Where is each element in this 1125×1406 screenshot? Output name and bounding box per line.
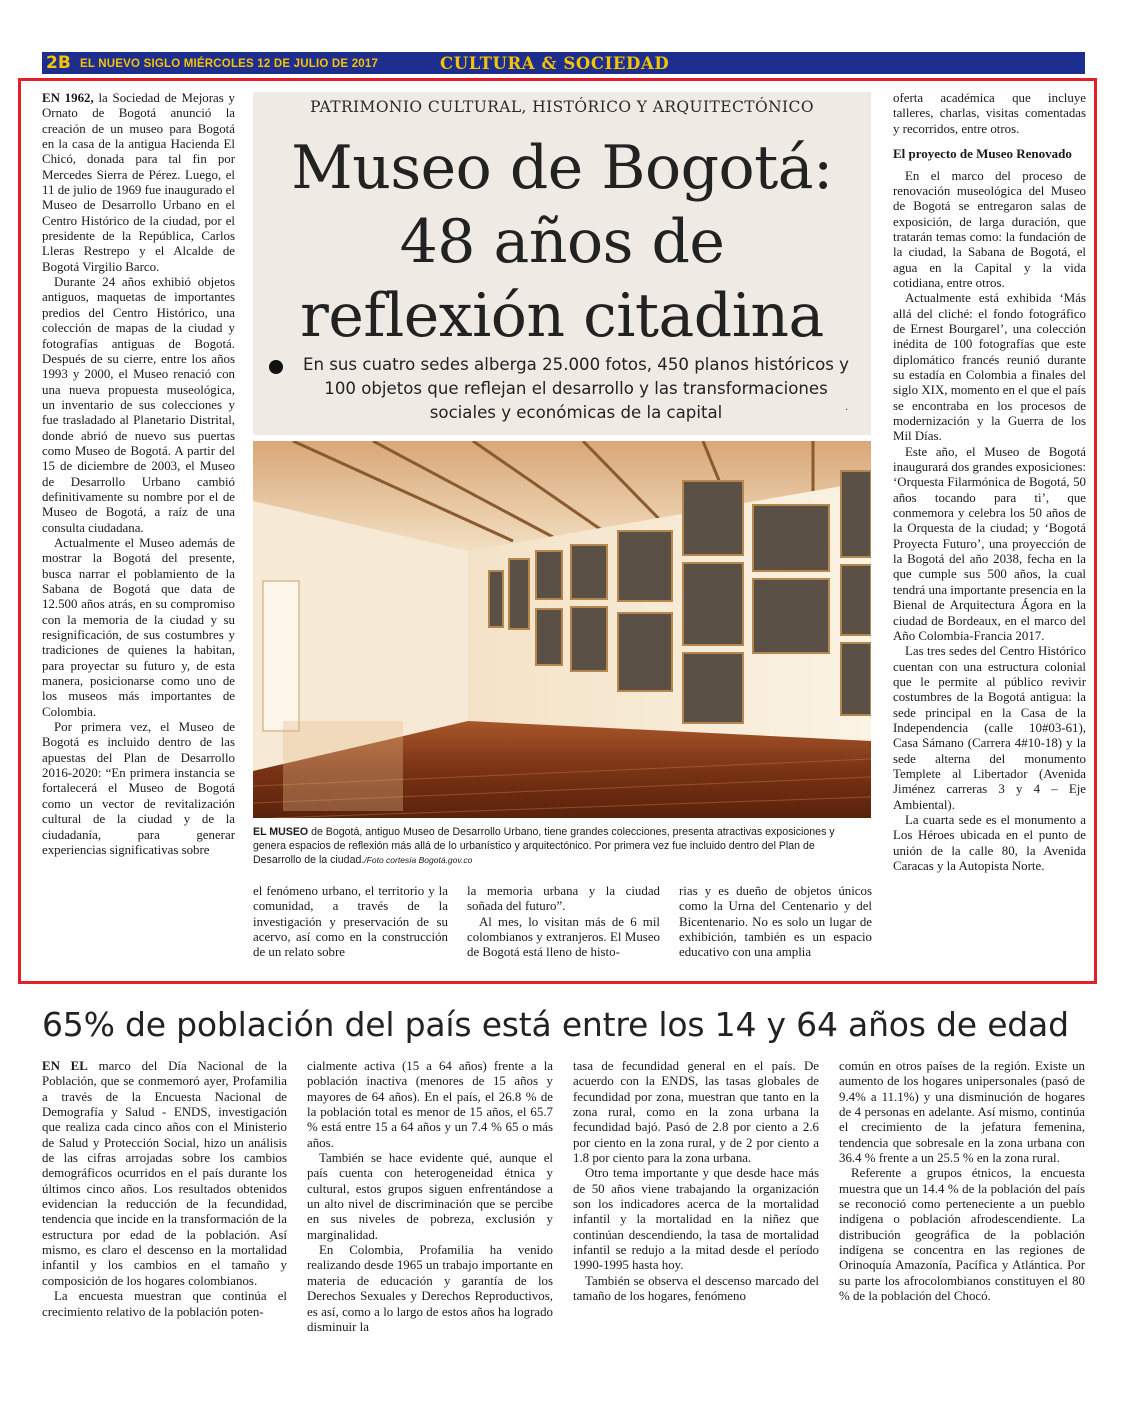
section-title: CULTURA & SOCIEDAD [440, 54, 670, 73]
story1-paragraph: el fenómeno urbano, el territorio y la comunidad, a través de la investigación y preservación de su acervo, así como en la construcción de un relato sobre [253, 884, 448, 960]
story2-column-3 [573, 1059, 819, 1305]
story1-column-1 [42, 91, 235, 858]
subheading: El proyecto de Museo Renovado [893, 146, 1072, 162]
photo-credit: /Foto cortesía Bogotá.gov.co [364, 854, 473, 865]
story2-paragraph: En Colombia, Profamilia ha venido realizando desde 1965 un trabajo importante en materia de educación y garantía de los Derechos Sexuales y Derechos Reproductivos, es así, como a lo largo de estos años ha logrado disminuir la [307, 1243, 553, 1334]
story1-paragraph: Actualmente el Museo además de mostrar la Bogotá del presente, busca narrar el poblamiento de la Sabana de Bogotá que data de 12.500 años atrás, en su compromiso con la memoria de la ciudad y su resignificación, de sus costumbres y tradiciones de quienes la habitan, para proyectar su futuro y, de esta manera, posicionarse como uno de los museos más importantes de Colombia. [42, 535, 235, 719]
kicker: PATRIMONIO CULTURAL, HISTÓRICO Y ARQUITECTÓNICO [310, 98, 814, 116]
newspaper-date: EL NUEVO SIGLO MIÉRCOLES 12 DE JULIO DE 2017 [80, 58, 379, 70]
headline-line: 48 años de [399, 207, 725, 277]
story2-paragraph: La encuesta muestran que continúa el crecimiento relativo de la población poten- [42, 1289, 287, 1319]
caption-lead: EL MUSEO [253, 826, 309, 838]
story2-paragraph: EN EL marco del Día Nacional de la Población, que se conmemoró ayer, Profamilia a través de la Encuesta Nacional de Demografía y Salud - ENDS, investigación que realiza cada cinco años con el Ministerio de Salud y Protección Social, hizo un análisis de las cifras arrojadas sobre los cambios demográficos ocurridos en el país durante los últimos cinco años. Los resultados obtenidos evidencian la reducción de la fecundidad, tendencia que incide en la transformación de la estructura por edad de la población. Así mismo, es claro el descenso en la mortalidad infantil y los cambios en el tamaño y composición de los hogares colombianos. [42, 1059, 288, 1288]
story2-paragraph: Referente a grupos étnicos, la encuesta muestra que un 14.4 % de la población del país se reconoció como perteneciente a un pueblo indígena o población afrodescendiente. La distribución geográfica de la población indígena se concentra en las regiones de Orinoquía Amazonía, Pacífica y Atlántica. Por su parte los afrocolombianos constituyen el 80 % de la población del Chocó. [839, 1166, 1085, 1304]
story1-column-2 [253, 884, 448, 961]
summary-dot: . [845, 402, 849, 413]
story2-paragraph: cialmente activa (15 a 64 años) frente a la población inactiva (menores de 15 años y mayores de 64 años). En el país, el 26.8 % de la población total es menor de 15 años, el 65.7 % está entre 15 a 64 años y un 7.4 % 65 o más años. [307, 1059, 553, 1150]
headline [253, 131, 871, 353]
story1-paragraph: Las tres sedes del Centro Histórico cuentan con una estructura colonial que le permite al público revivir costumbres de la Bogotá antigua: la sede principal en la Casa de la Independencia (calle 10#03-61), Casa Sámano (Carrera 4#10-18) y la sede alterna del monumento Templete al Libertador (Avenida Jiménez carreras 3 y 4 – Eje Ambiental). [893, 644, 1086, 812]
museum-photo [253, 441, 871, 818]
story2-lead: EN EL [42, 1059, 88, 1073]
story2-headline: 65% de población del país está entre los 14 y 64 años de edad [42, 1005, 1069, 1044]
bullet-icon [269, 360, 283, 374]
page-number: 2B [46, 53, 71, 73]
story1-paragraph: EN 1962, la Sociedad de Mejoras y Ornato de Bogotá anunció la creación de un museo para Bogotá en la casa de la antigua Hacienda El Chicó, donada para tal fin por Mercedes Sierra de Pérez. Luego, el 11 de julio de 1969 fue inaugurado el Museo de Desarrollo Urbano en el Centro Histórico de la ciudad, por el presidente de la República, Carlos Lleras Restrepo y el Alcalde de Bogotá Virgilio Barco. [42, 91, 235, 274]
story1-column-5 [893, 91, 1086, 874]
story2-column-2 [307, 1059, 553, 1335]
story1-paragraph: Actualmente está exhibida ‘Más allá del cliché: el fondo fotográfico de Ernest Bourgarel’, una colección inédita de 100 fotografías que este diplomático francés reunió durante su estadía en Colombia a finales del siglo XIX, momento en el que el país se encontraba en los procesos de modernización y la Guerra de los Mil Días. [893, 291, 1086, 444]
story1-paragraph: La cuarta sede es el monumento a Los Héroes ubicada en el punto de unión de la calle 80, la Avenida Caracas y la Autopista Norte. [893, 812, 1086, 873]
story2-column-1 [42, 1059, 287, 1320]
summary: En sus cuatro sedes alberga 25.000 fotos, 450 planos históricos y 100 objetos que reflejan el desarrollo y las transformaciones sociales y económicas de la capital [302, 355, 849, 422]
story1-paragraph: Durante 24 años exhibió objetos antiguos, maquetas de importantes predios del Centro Histórico, una colección de mapas de la ciudad y fotografías antiguas de Bogotá. Después de su cierre, entre los años 1993 y 2000, el Museo renació con una nueva propuesta museológica, un inventario de sus colecciones y fue trasladado al Planetario Distrital, donde abrió de nuevo sus puertas como Museo de Bogotá. A partir del 15 de diciembre de 2003, el Museo de Desarrollo Urbano cambió definitivamente su nombre por el de Museo de Bogotá, a raíz de una consulta ciudadana. [42, 275, 235, 535]
story1-paragraph: rias y es dueño de objetos únicos como la Urna del Centenario y del Bicentenario. No es solo un lugar de exhibición, también es un espacio educativo con una amplia [679, 884, 872, 960]
story2-paragraph: También se observa el descenso marcado del tamaño de los hogares, fenómeno [573, 1273, 819, 1304]
story1-paragraph: Este año, el Museo de Bogotá inaugurará dos grandes exposiciones: ‘Orquesta Filarmónica de Bogotá, 50 años tocando para ti’, que conmemora y celebra los 50 años de la Orquesta de la ciudad; y ‘Bogotá Proyecta Futuro’, una proyección de la Bogotá del año 2038, fecha en la que cumple sus 500 años, la cual tendrá una importante presencia en la Bienal de Arquitectura Ágora en la ciudad de Bordeaux, en el marco del Año Colombia-Francia 2017. [893, 444, 1086, 643]
story2-paragraph: común en otros países de la región. Existe un aumento de los hogares unipersonales (pasó de 9.4% a 11.1%) y una disminución de hogares de 4 personas en adelante. Así mismo, continúa el crecimiento de la jefatura femenina, tendencia que sobresale en la zona urbana con 36.4 % frente a un 25.5 % en la zona rural. [839, 1059, 1085, 1166]
story1-paragraph: la memoria urbana y la ciudad soñada del futuro”. [467, 884, 660, 914]
story1-lead: EN 1962, [42, 91, 94, 105]
story1-paragraph: Al mes, lo visitan más de 6 mil colombianos y extranjeros. El Museo de Bogotá está lleno de histo- [467, 914, 660, 960]
headline-line: Museo de Bogotá: [291, 133, 833, 203]
headline-line: reflexión citadina [300, 281, 824, 351]
story2-column-4 [839, 1059, 1085, 1305]
story1-paragraph: En el marco del proceso de renovación museológica del Museo de Bogotá se entregaron salas de exposición, de larga duración, que tratarán temas como: la fundación de la ciudad, la Sabana de Bogotá, el agua en la Capital y la vida cotidiana, entre otros. [893, 168, 1086, 290]
story1-paragraph: oferta académica que incluye talleres, charlas, visitas comentadas y recorridos, entre otros. [893, 91, 1086, 136]
story2-paragraph: Otro tema importante y que desde hace más de 50 años viene trabajando la organización son los indicadores acerca de la mortalidad infantil y la mortalidad en la niñez que continúan descendiendo, la tasa de mortalidad infantil se redujo a la mitad desde el período 1990-1995 hasta hoy. [573, 1166, 819, 1273]
story1-paragraph: Por primera vez, el Museo de Bogotá es incluido dentro de las apuestas del Plan de Desarrollo 2016-2020: “En primera instancia se fortalecerá el Museo de Bogotá como un vector de revitalización cultural de la ciudad y de la ciudadanía, para generar experiencias significativas sobre [42, 720, 235, 857]
photo-caption [253, 826, 847, 867]
caption-text: de Bogotá, antiguo Museo de Desarrollo Urbano, tiene grandes colecciones, presenta atractivas exposiciones y genera espacios de reflexión más allá de lo urbanístico y arquitectónico. Por primera vez fue incluido dentro del Plan de Desarrollo de la ciudad. [253, 826, 835, 866]
story1-column-4 [679, 884, 872, 961]
story2-paragraph: tasa de fecundidad general en el país. De acuerdo con la ENDS, las tasas globales de fecundidad por zona, muestran que tanto en la zona rural, como en la zona urbana la fecundidad bajó. Pasó de 2.8 por ciento a 2.6 por ciento en la zona rural, y de 2 por ciento a 1.8 por ciento para la zona urbana. [573, 1059, 819, 1166]
story2-paragraph: También se hace evidente qué, aunque el país cuenta con heterogeneidad étnica y cultural, estos grupos siguen enfrentándose a un alto nivel de discriminación que se percibe en sus niveles de pobreza, exclusión y marginalidad. [307, 1151, 553, 1242]
story1-column-3 [467, 884, 660, 961]
